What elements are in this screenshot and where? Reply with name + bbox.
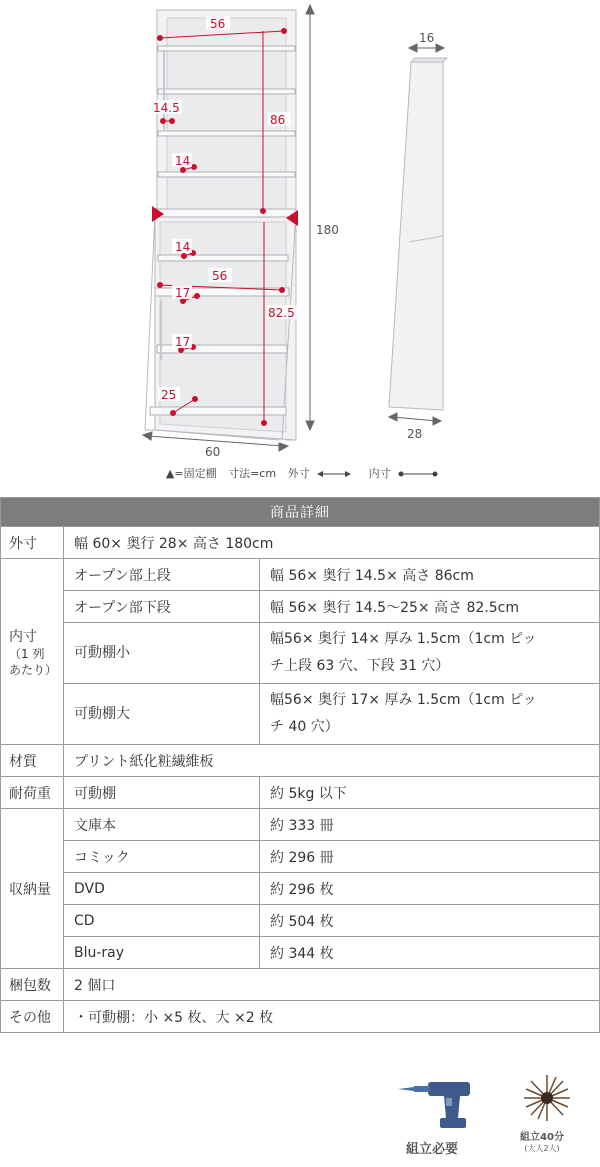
load-value: 約 5kg 以下 bbox=[260, 777, 600, 809]
dim-depth-bottom: 25 bbox=[161, 388, 177, 402]
shelf-small-label: 可動棚小 bbox=[64, 623, 260, 684]
storage-item-label: CD bbox=[64, 905, 260, 937]
shelf-dimension-diagram bbox=[0, 0, 600, 488]
legend-outer: 外寸 bbox=[287, 467, 310, 480]
table-row bbox=[1, 937, 600, 969]
legend-inner: 内寸 bbox=[368, 467, 391, 480]
dim-inner-height-bottom: 82.5 bbox=[268, 306, 295, 320]
dim-outer-width: 60 bbox=[205, 445, 221, 459]
assembly-time-label bbox=[512, 1132, 572, 1154]
storage-item-label: Blu-ray bbox=[64, 937, 260, 969]
table-row bbox=[1, 777, 600, 809]
product-details-table bbox=[0, 497, 600, 1033]
inner-size-label-note-1: （1 列 bbox=[9, 646, 45, 661]
legend-fixed-shelf: ▲=固定棚 bbox=[165, 467, 217, 480]
inner-line-icon bbox=[398, 470, 438, 478]
dim-side-top-depth: 16 bbox=[419, 31, 435, 45]
material-value: プリント紙化粧繊維板 bbox=[64, 745, 600, 777]
dim-inner-height-top: 86 bbox=[270, 113, 286, 127]
material-label: 材質 bbox=[1, 745, 64, 777]
storage-item-label: コミック bbox=[64, 841, 260, 873]
bookshelf-drawing bbox=[145, 10, 296, 440]
dim-shelf-small-top: 14 bbox=[175, 154, 191, 168]
storage-item-value: 約 296 枚 bbox=[260, 873, 600, 905]
storage-item-value: 約 296 冊 bbox=[260, 841, 600, 873]
shelf-small-value-line-2: チ上段 63 穴、下段 31 穴） bbox=[270, 658, 450, 674]
table-row bbox=[1, 905, 600, 937]
footer-icons bbox=[0, 1070, 600, 1167]
table-row bbox=[1, 623, 600, 684]
assembly-time: 組立40分 bbox=[520, 1132, 564, 1143]
dim-shelf-large-1: 17 bbox=[175, 286, 191, 300]
assembly-people: (大人2人) bbox=[524, 1144, 560, 1153]
clock-burst-icon bbox=[524, 1075, 570, 1121]
table-row bbox=[1, 559, 600, 591]
table-row bbox=[1, 873, 600, 905]
table-row bbox=[1, 527, 600, 559]
assembly-required-label: 組立必要 bbox=[406, 1142, 459, 1157]
diagram-legend bbox=[0, 465, 600, 481]
table-row bbox=[1, 809, 600, 841]
storage-label: 収納量 bbox=[1, 809, 64, 969]
inner-size-label bbox=[1, 559, 64, 745]
shelf-small-value bbox=[260, 623, 600, 684]
shelf-large-value bbox=[260, 684, 600, 745]
storage-item-value: 約 504 枚 bbox=[260, 905, 600, 937]
dim-inner-width-bottom: 56 bbox=[212, 269, 228, 283]
inner-size-label-main: 内寸 bbox=[9, 628, 37, 645]
drill-icon bbox=[398, 1082, 470, 1128]
open-lower-value: 幅 56× 奥行 14.5〜25× 高さ 82.5cm bbox=[260, 591, 600, 623]
other-value: ・可動棚：小 ×5 枚、大 ×2 枚 bbox=[64, 1001, 600, 1033]
outer-arrow-icon bbox=[317, 470, 351, 478]
legend-unit: 寸法=cm bbox=[228, 467, 277, 480]
table-row bbox=[1, 684, 600, 745]
load-sub-label: 可動棚 bbox=[64, 777, 260, 809]
dim-shelf-large-2: 17 bbox=[175, 335, 191, 349]
table-title: 商品詳細 bbox=[1, 498, 600, 527]
shelf-large-label: 可動棚大 bbox=[64, 684, 260, 745]
table-row bbox=[1, 591, 600, 623]
shelf-large-value-line-2: チ 40 穴） bbox=[270, 719, 339, 735]
inner-size-label-note-2: あたり） bbox=[9, 662, 58, 677]
storage-item-label: DVD bbox=[64, 873, 260, 905]
table-row bbox=[1, 745, 600, 777]
table-row bbox=[1, 1001, 600, 1033]
packages-value: 2 個口 bbox=[64, 969, 600, 1001]
outer-size-label: 外寸 bbox=[1, 527, 64, 559]
outer-size-value: 幅 60× 奥行 28× 高さ 180cm bbox=[64, 527, 600, 559]
open-upper-label: オープン部上段 bbox=[64, 559, 260, 591]
load-label: 耐荷重 bbox=[1, 777, 64, 809]
dim-inner-width-top: 56 bbox=[210, 17, 226, 31]
open-lower-label: オープン部下段 bbox=[64, 591, 260, 623]
storage-item-value: 約 333 冊 bbox=[260, 809, 600, 841]
dim-side-bottom-depth: 28 bbox=[407, 427, 423, 441]
storage-item-label: 文庫本 bbox=[64, 809, 260, 841]
packages-label: 梱包数 bbox=[1, 969, 64, 1001]
other-label: その他 bbox=[1, 1001, 64, 1033]
table-row bbox=[1, 841, 600, 873]
table-row bbox=[1, 969, 600, 1001]
dim-shelf-small-bottom: 14 bbox=[175, 240, 191, 254]
dim-outer-height: 180 bbox=[316, 223, 339, 237]
storage-item-value: 約 344 枚 bbox=[260, 937, 600, 969]
shelf-large-value-line-1: 幅56× 奥行 17× 厚み 1.5cm（1cm ピッ bbox=[270, 692, 537, 708]
shelf-small-value-line-1: 幅56× 奥行 14× 厚み 1.5cm（1cm ピッ bbox=[270, 631, 537, 647]
side-view-drawing bbox=[389, 58, 447, 410]
open-upper-value: 幅 56× 奥行 14.5× 高さ 86cm bbox=[260, 559, 600, 591]
dim-depth-top: 14.5 bbox=[153, 101, 180, 115]
